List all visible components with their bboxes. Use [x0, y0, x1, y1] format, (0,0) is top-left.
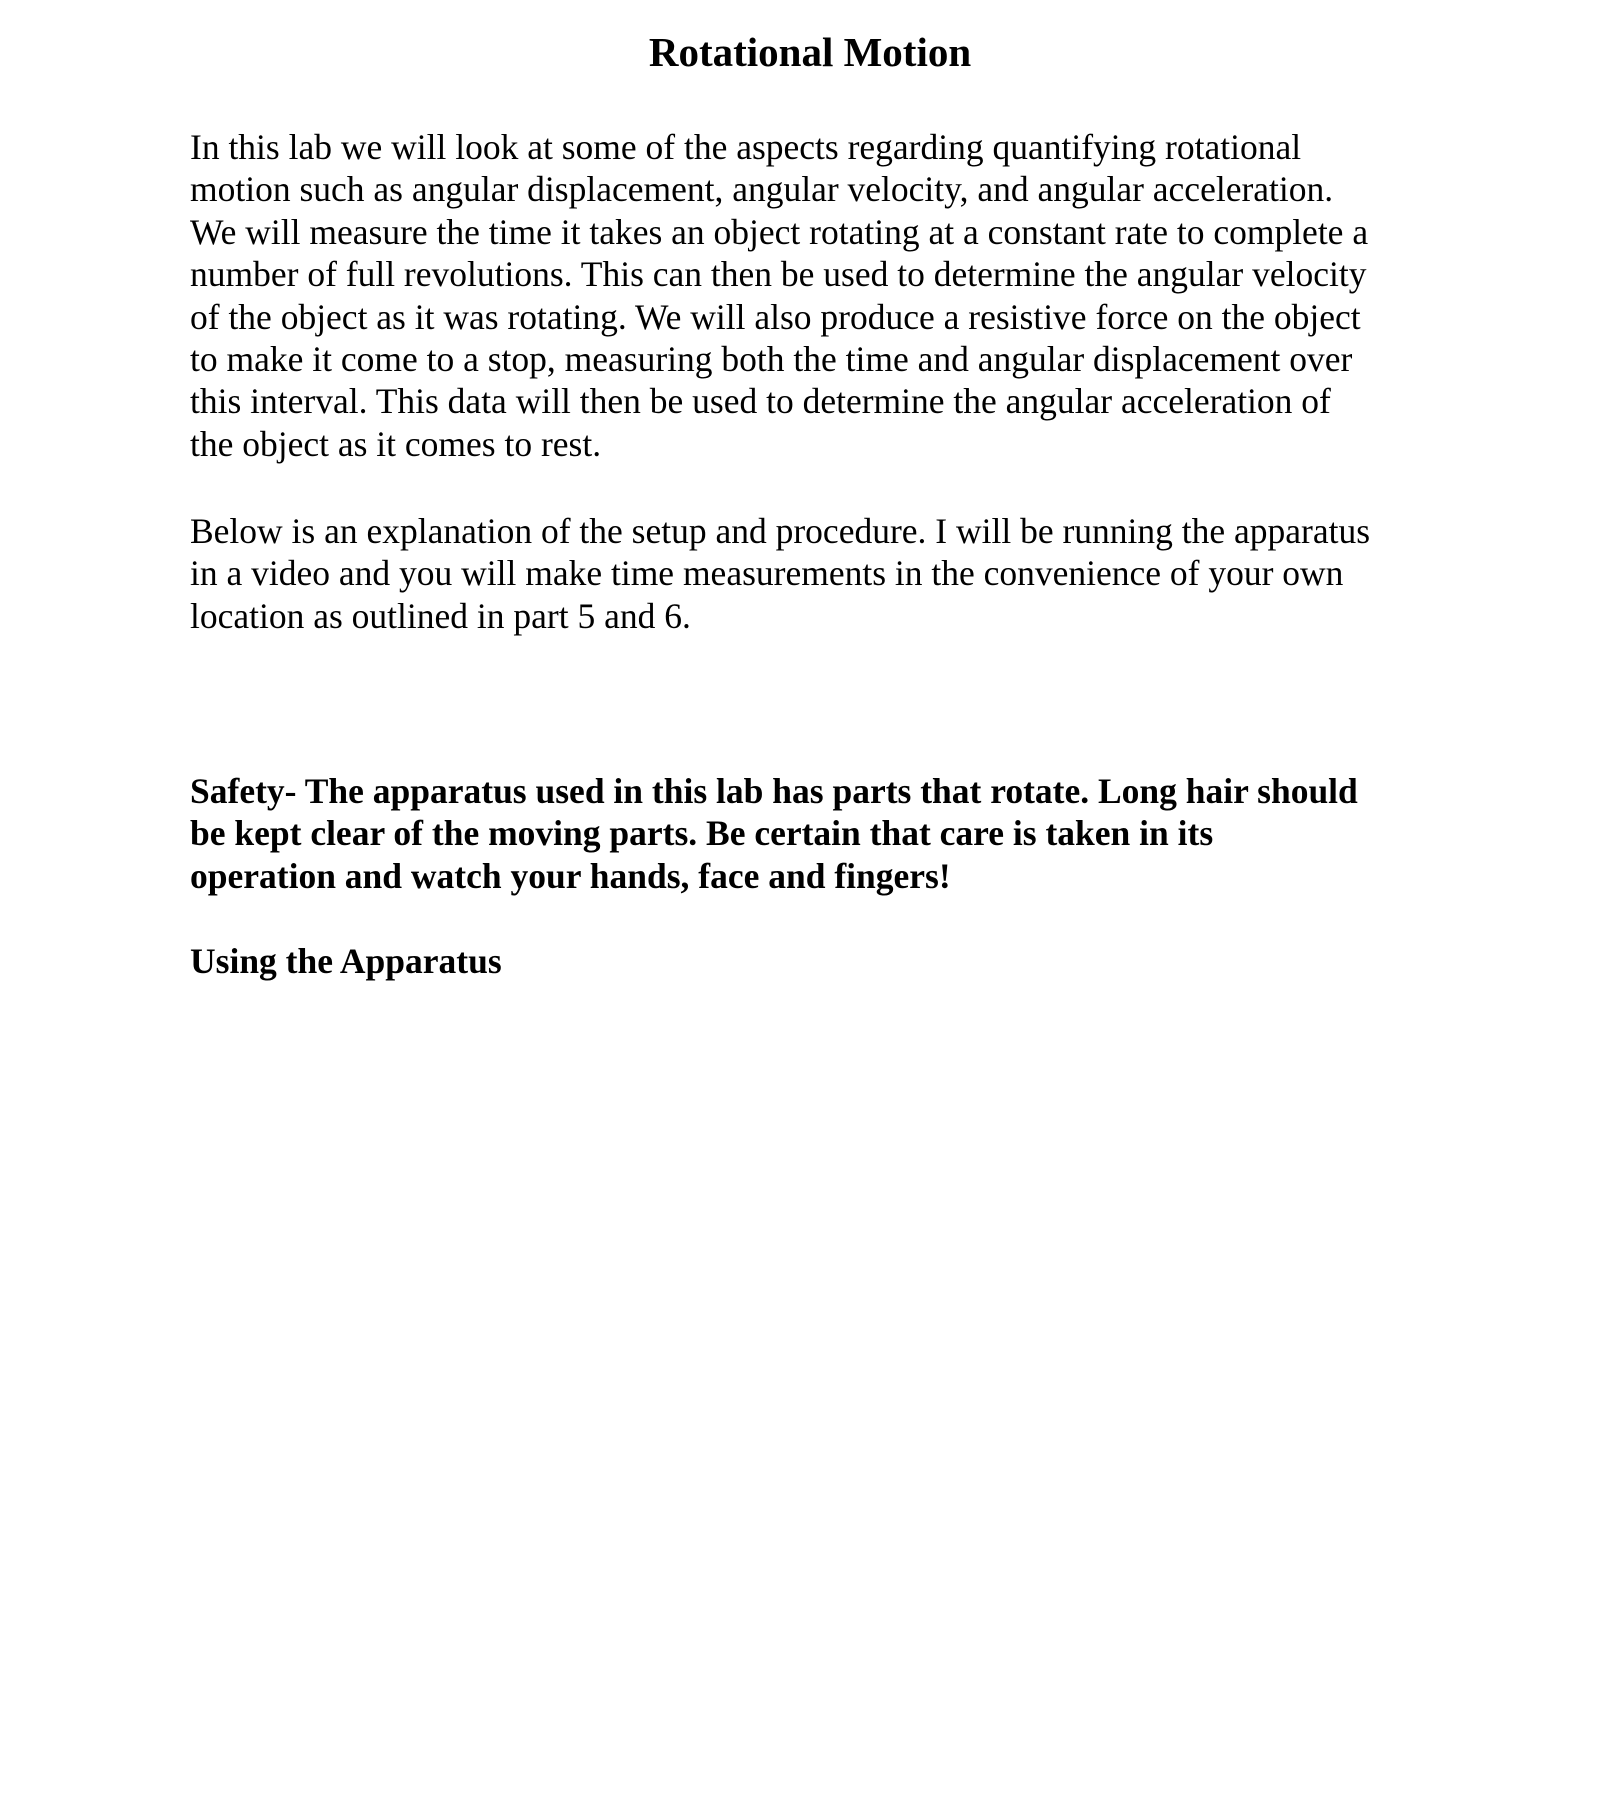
paragraph-line: In this lab we will look at some of the aspects regarding quantifying rotational	[190, 127, 1302, 167]
paragraph-line: number of full revolutions. This can then be used to determine the angular velocity	[190, 254, 1367, 295]
paragraph-line: Below is an explanation of the setup and procedure. I will be running the apparatus	[190, 511, 1371, 551]
paragraph-line: in a video and you will make time measurements in the convenience of your own	[190, 553, 1344, 594]
paragraph-line: be kept clear of the moving parts. Be certain that care is taken in its	[190, 813, 1214, 854]
page-title: Rotational Motion	[648, 29, 972, 75]
paragraph-line: the object as it comes to rest.	[190, 423, 602, 464]
paragraph-line: We will measure the time it takes an object rotating at a constant rate to complete a	[190, 211, 1369, 252]
paragraph-line: motion such as angular displacement, angular velocity, and angular acceleration.	[190, 169, 1334, 210]
safety-warning	[190, 770, 1442, 897]
paragraph-line: operation and watch your hands, face and fingers!	[190, 855, 951, 896]
section-heading: Using the Apparatus	[190, 941, 502, 981]
intro-paragraph	[190, 126, 1442, 465]
paragraph-line: location as outlined in part 5 and 6.	[190, 595, 691, 636]
setup-paragraph	[190, 510, 1442, 637]
paragraph-line: of the object as it was rotating. We will also produce a resistive force on the object	[190, 296, 1361, 337]
paragraph-line: this interval. This data will then be used to determine the angular acceleration of	[190, 381, 1331, 422]
paragraph-line: to make it come to a stop, measuring both the time and angular displacement over	[190, 339, 1353, 380]
paragraph-line: Safety- The apparatus used in this lab has parts that rotate. Long hair should	[190, 771, 1358, 811]
